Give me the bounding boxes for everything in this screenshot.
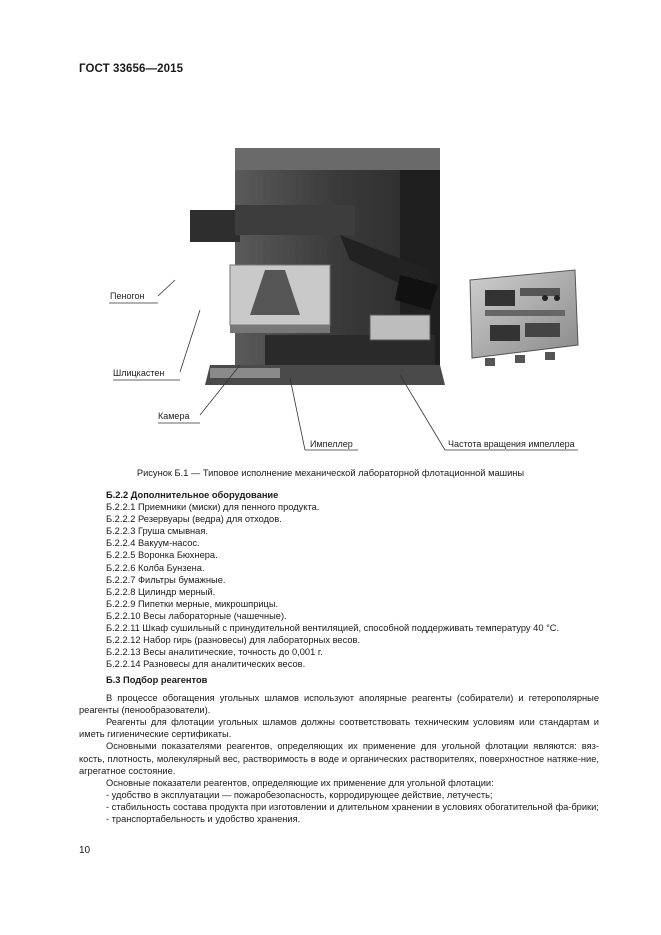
callout-impeller-speed: Частота вращения импеллера bbox=[448, 439, 575, 449]
bullet-item: - стабильность состава продукта при изготовлении и длительном хранении в условиях обогатительной фа-брики; bbox=[106, 801, 599, 812]
standard-header: ГОСТ 33656—2015 bbox=[79, 63, 184, 75]
leader-speed bbox=[400, 375, 445, 450]
page-number: 10 bbox=[79, 845, 91, 856]
leader-impeller bbox=[290, 378, 305, 450]
bullet-item: - транспортабельность и удобство хранения. bbox=[106, 814, 301, 825]
list-item: Б.2.2.2 Резервуары (ведра) для отходов. bbox=[106, 514, 282, 525]
leader-penogon bbox=[158, 280, 175, 296]
list-item: Б.2.2.10 Весы лабораторные (чашечные). bbox=[106, 610, 287, 621]
list-item: Б.2.2.1 Приемники (миски) для пенного продукта. bbox=[106, 502, 320, 513]
figure-caption: Рисунок Б.1 — Типовое исполнение механической лабораторной флотационной машины bbox=[136, 468, 525, 478]
callout-shlitskasten: Шлицкастен bbox=[113, 368, 165, 378]
list-item: Б.2.2.9 Пипетки мерные, микрошприцы. bbox=[106, 598, 279, 609]
motor-block bbox=[190, 210, 240, 242]
list-item: Б.2.2.8 Цилиндр мерный. bbox=[106, 586, 216, 597]
leader-shlitskasten bbox=[180, 310, 200, 372]
list-item: Б.2.2.6 Колба Бунзена. bbox=[106, 562, 205, 573]
list-item: Б.2.2.13 Весы аналитические, точность до 0,001 г. bbox=[106, 647, 323, 658]
list-item: Б.2.2.4 Вакуум-насос. bbox=[106, 538, 200, 549]
bullet-item: - удобство в эксплуатации — пожаробезопасность, корродирующее действие, летучесть; bbox=[106, 789, 493, 800]
section-reagent-selection bbox=[79, 674, 599, 825]
callout-impeller: Импеллер bbox=[310, 439, 353, 449]
callout-penogon: Пеногон bbox=[110, 291, 145, 301]
list-item: Б.2.2.7 Фильтры бумажные. bbox=[106, 574, 226, 585]
paragraph: В процессе обогащения угольных шламов используют аполярные реагенты (собиратели) и гетерополярные реагенты (пенообразователи). bbox=[79, 693, 599, 716]
paragraph: Основными показателями реагентов, определяющих их применение для угольной флотации являются: вяз-кость, плотность, молекулярный вес, растворимость в воде и органических растворителях, поверхностное натяже-ние, агрегатное состояние. bbox=[79, 741, 599, 776]
section-title: Б.3 Подбор реагентов bbox=[106, 675, 208, 685]
paragraph: Реагенты для флотации угольных шламов должны соответствовать техническим условиям или стандартам и иметь гигиенические сертификаты. bbox=[79, 717, 599, 740]
list-item: Б.2.2.11 Шкаф сушильный с принудительной вентиляцией, способной поддерживать температуру 40 °С. bbox=[106, 623, 560, 634]
list-item: Б.2.2.12 Набор гирь (разновесы) для лабораторных весов. bbox=[106, 635, 361, 646]
list-item: Б.2.2.3 Груша смывная. bbox=[106, 526, 208, 537]
list-item: Б.2.2.5 Воронка Бюхнера. bbox=[106, 550, 218, 561]
callout-kamera: Камера bbox=[158, 411, 190, 421]
paragraph: Основные показатели реагентов, определяющие их применение для угольной флотации: bbox=[106, 777, 494, 788]
section-title: Б.2.2 Дополнительное оборудование bbox=[106, 490, 279, 500]
list-item: Б.2.2.14 Разновесы для аналитических весов. bbox=[106, 659, 306, 670]
section-additional-equipment bbox=[79, 489, 599, 670]
